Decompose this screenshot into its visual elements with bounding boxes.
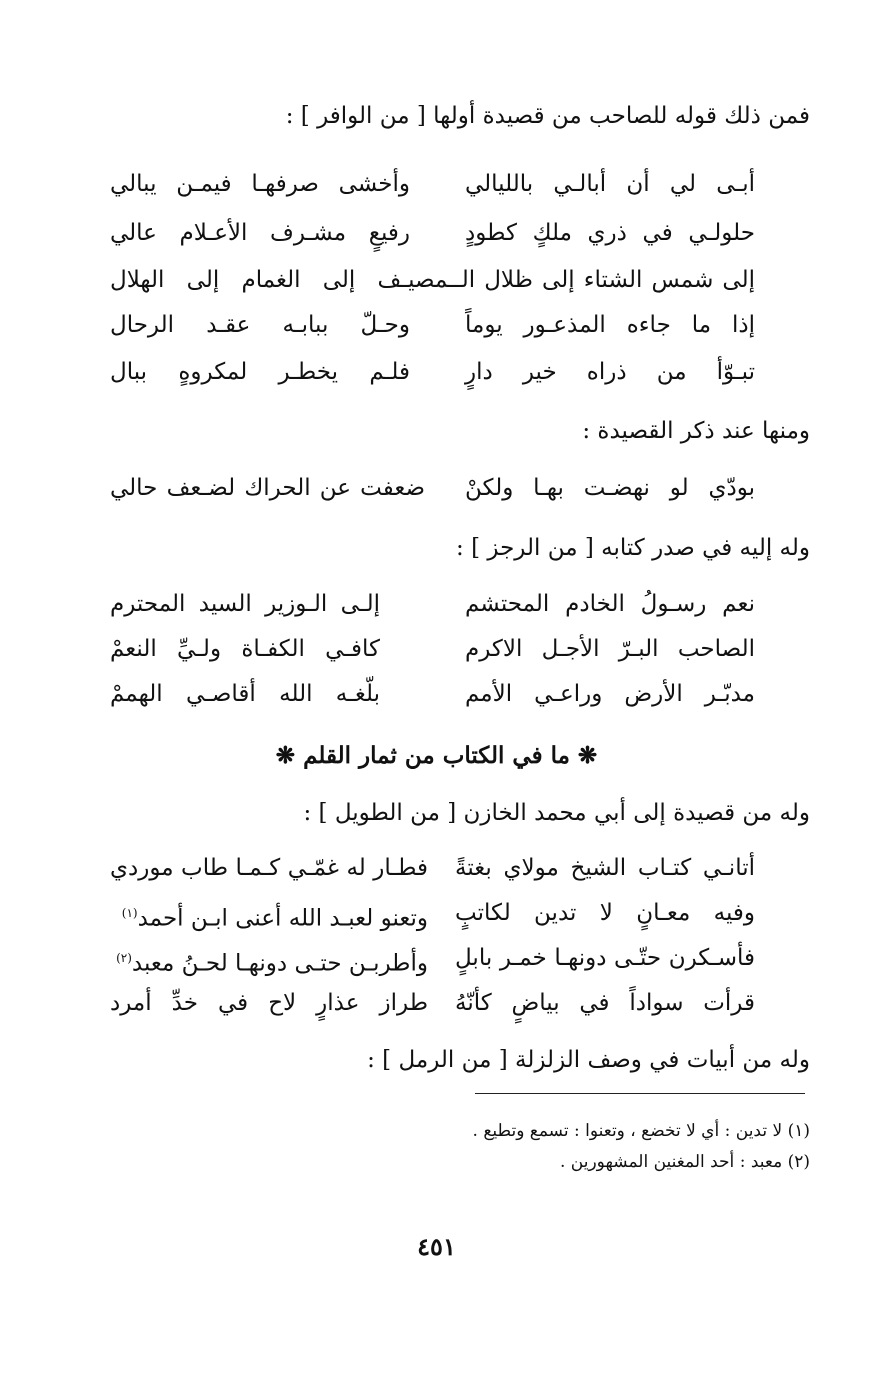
hemistich-second: فلـم يخطـر لمكروهٍ ببال xyxy=(110,359,410,385)
hemistich-first: نعم رسـولُ الخادم المحتشم xyxy=(465,591,755,617)
verse xyxy=(110,468,755,508)
hemistich-second: إلـى الـوزير السيد المحترم xyxy=(110,591,380,617)
verse xyxy=(110,584,755,624)
hemistich-second: وحـلّ ببابـه عقـد الرحال xyxy=(110,312,410,338)
hemistich-second: فطـار له غمّـي كـمـا طاب موردي xyxy=(110,855,428,881)
footnote: (١) لا تدين : أي لا تخضع ، وتعنوا : تسمع وتطيع . xyxy=(472,1121,810,1141)
verse xyxy=(110,305,755,345)
verse xyxy=(110,674,755,714)
hemistich-second: ضعفت عن الحراك لضـعف حالي xyxy=(110,475,425,501)
hemistich-first: أبـى لي أن أبالـي بالليالي xyxy=(465,171,755,197)
footnote-marker: (١) xyxy=(121,906,138,920)
hemistich-first: قرأت سواداً في بياضٍ كأنّهُ xyxy=(455,990,755,1016)
intro-line: فمن ذلك قوله للصاحب من قصيدة أولها [ من الوافر ] : xyxy=(285,103,810,129)
hemistich-first: إذا ما جاءه المذعـور يوماً xyxy=(465,312,755,338)
verse xyxy=(110,213,755,253)
verse xyxy=(110,983,755,1023)
intro-line: ومنها عند ذكر القصيدة : xyxy=(582,418,810,444)
hemistich-first: فأسـكرن حتّـى دونهـا خمـر بابلٍ xyxy=(455,945,755,971)
hemistich-first: بودّي لو نهضـت بهـا ولكنْ xyxy=(465,475,755,501)
footnote-marker: (٢) xyxy=(116,951,132,965)
hemistich-first: وفيه معـانٍ لا تدين لكاتبٍ xyxy=(455,900,755,926)
verse xyxy=(110,629,755,669)
hemistich-first: أتانـي كتـاب الشيخ مولاي بغتةً xyxy=(455,855,755,881)
hemistich-first: حلولـي في ذري ملكٍ كطودٍ xyxy=(465,220,755,246)
intro-line: وله من أبيات في وصف الزلزلة [ من الرمل ] : xyxy=(367,1047,810,1073)
verse xyxy=(110,352,755,392)
hemistich-second: طراز عذارٍ لاح في خدِّ أمرد xyxy=(110,990,428,1016)
verse xyxy=(110,164,755,204)
verse xyxy=(110,938,755,978)
verse-text: وأطربـن حتـى دونهـا لحـنُ معبد xyxy=(131,950,428,977)
hemistich-first: تبـوّأ من ذراه خير دارٍ xyxy=(465,359,755,385)
page-number: ٤٥١ xyxy=(417,1232,456,1261)
hemistich-first: إلى شمس الشتاء إلى ظلال الـ xyxy=(455,267,755,293)
intro-line: وله من قصيدة إلى أبي محمد الخازن [ من الطويل ] : xyxy=(303,800,810,826)
hemistich-first: الصاحب البـرّ الأجـل الاكرم xyxy=(465,636,755,662)
hemistich-first: مدبّـر الأرض وراعـي الأمم xyxy=(465,681,755,707)
hemistich-second: بلّغـه الله أقاصـي الهممْ xyxy=(110,681,380,707)
hemistich-second: كافـي الكفـاة ولـيِّ النعمْ xyxy=(110,636,380,662)
footnote-divider xyxy=(475,1093,805,1094)
verse-text: وتعنو لعبـد الله أعنى ابـن أحمد xyxy=(137,905,428,932)
hemistich-second: ـمصيـف إلى الغمام إلى الهلال xyxy=(110,267,455,293)
verse xyxy=(110,893,755,933)
hemistich-second xyxy=(110,893,428,939)
verse xyxy=(110,260,755,300)
intro-line: وله إليه في صدر كتابه [ من الرجز ] : xyxy=(456,535,810,561)
hemistich-second: رفيعٍ مشـرف الأعـلام عالي xyxy=(110,220,410,246)
footnote: (٢) معبد : أحد المغنين المشهورين . xyxy=(559,1152,810,1172)
hemistich-second: وأخشى صرفهـا فيمـن يبالي xyxy=(110,171,410,197)
verse xyxy=(110,848,755,888)
section-heading: ❋ ما في الكتاب من ثمار القلم ❋ xyxy=(275,742,598,769)
hemistich-second xyxy=(110,938,428,984)
